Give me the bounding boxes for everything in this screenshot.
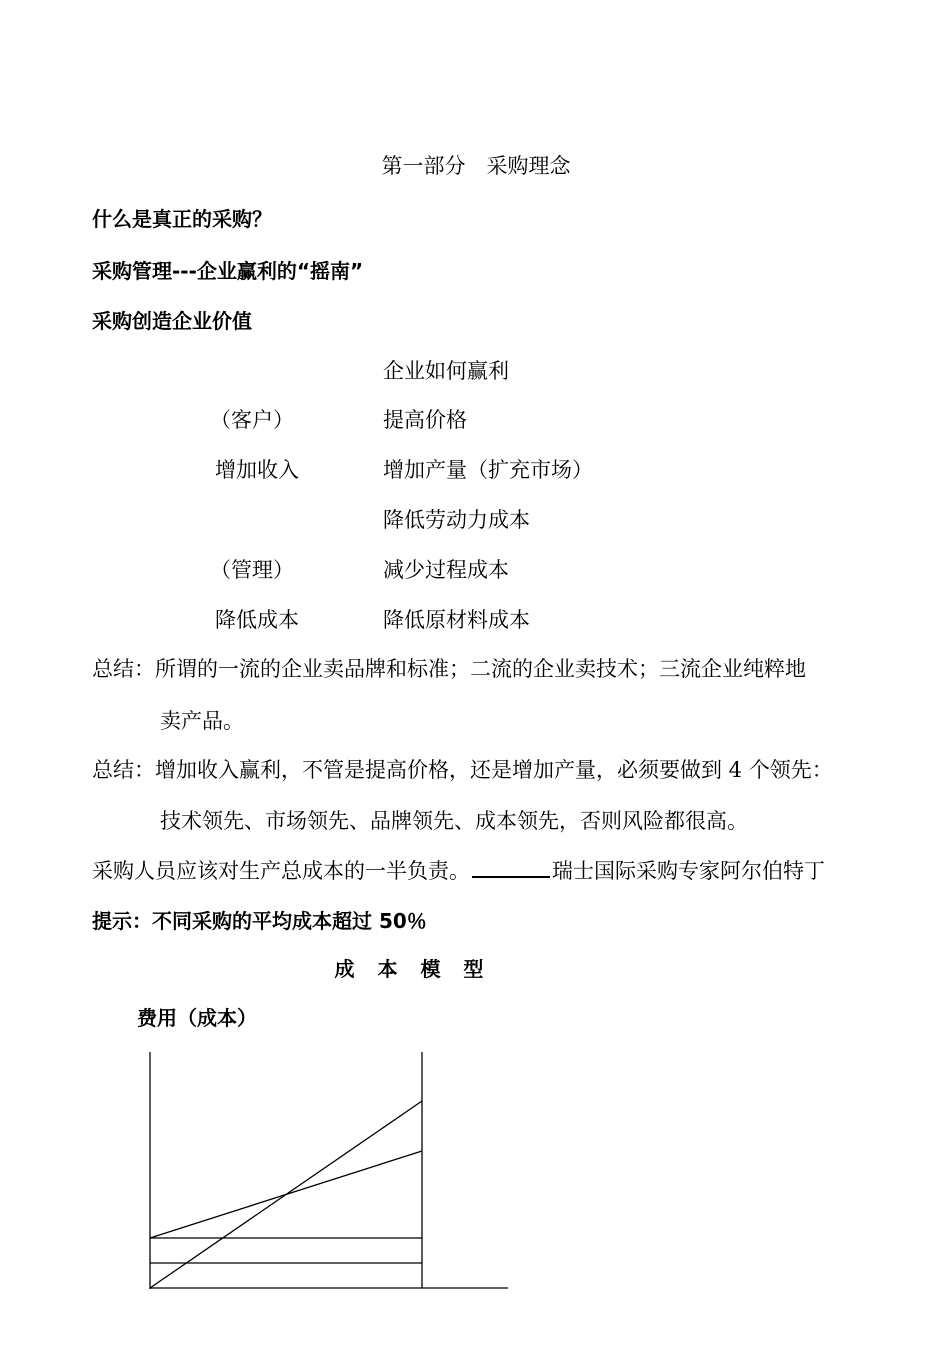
cost-model-y-label: 费用（成本） [137,1006,257,1030]
quote-attribution: 瑞士国际采购专家阿尔伯特丁 [552,859,825,883]
page-title: 第一部分 采购理念 [381,154,571,178]
profit-item-increase-output: 增加产量（扩充市场） [383,458,593,482]
heading-purchasing-management: 采购管理---企业赢利的“摇南” [92,259,364,283]
tip-text: 提示：不同采购的平均成本超过 50％ [92,909,427,933]
revenue-line [150,1101,422,1288]
profit-label-customer: （客户） [210,408,294,432]
summary2-line1: 总结：增加收入赢利，不管是提高价格，还是增加产量，必须要做到 4 个领先： [92,758,833,782]
profit-table-heading: 企业如何赢利 [383,359,509,383]
quote-text: 采购人员应该对生产总成本的一半负责。 [92,859,470,883]
summary1-line2: 卖产品。 [160,709,244,733]
profit-item-material-cost: 降低原材料成本 [383,608,530,632]
profit-item-raise-price: 提高价格 [383,408,467,432]
summary2-line2: 技术领先、市场领先、品牌领先、成本领先，否则风险都很高。 [160,809,748,833]
summary1-line1: 总结：所谓的一流的企业卖品牌和标准；二流的企业卖技术；三流企业纯粹地 [92,657,806,681]
profit-label-management: （管理） [210,558,294,582]
heading-what-is-purchasing: 什么是真正的采购？ [92,207,272,231]
profit-label-reduce-cost: 降低成本 [215,608,299,632]
profit-item-labor-cost: 降低劳动力成本 [383,508,530,532]
cost-model-title: 成 本 模 型 [334,957,492,981]
heading-purchasing-creates-value: 采购创造企业价值 [92,309,252,333]
profit-label-increase-income: 增加收入 [215,458,299,482]
profit-item-process-cost: 减少过程成本 [383,558,509,582]
